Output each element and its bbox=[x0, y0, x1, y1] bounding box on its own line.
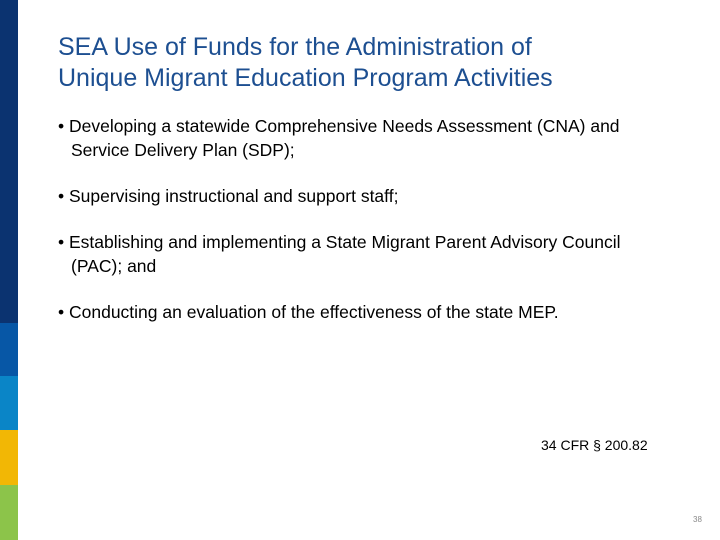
bullet-item: • Supervising instructional and support staff; bbox=[58, 186, 399, 206]
accent-bar-blue bbox=[0, 323, 18, 376]
citation: 34 CFR § 200.82 bbox=[541, 437, 648, 453]
page-number: 38 bbox=[693, 515, 702, 524]
accent-bar-navy bbox=[0, 0, 18, 323]
bullet-list bbox=[58, 114, 678, 346]
title-line: Unique Migrant Education Program Activities bbox=[58, 64, 553, 92]
accent-bar-green bbox=[0, 485, 18, 540]
title-line: SEA Use of Funds for the Administration of bbox=[58, 33, 532, 61]
bullet-item: • Establishing and implementing a State Migrant Parent Advisory Council (PAC); and bbox=[58, 232, 621, 276]
slide-title bbox=[58, 32, 553, 94]
accent-bar-yellow bbox=[0, 430, 18, 485]
bullet-item: • Conducting an evaluation of the effectiveness of the state MEP. bbox=[58, 302, 559, 322]
bullet-item: • Developing a statewide Comprehensive Needs Assessment (CNA) and Service Delivery Plan (SDP); bbox=[58, 116, 620, 160]
accent-bar-light-blue bbox=[0, 376, 18, 430]
